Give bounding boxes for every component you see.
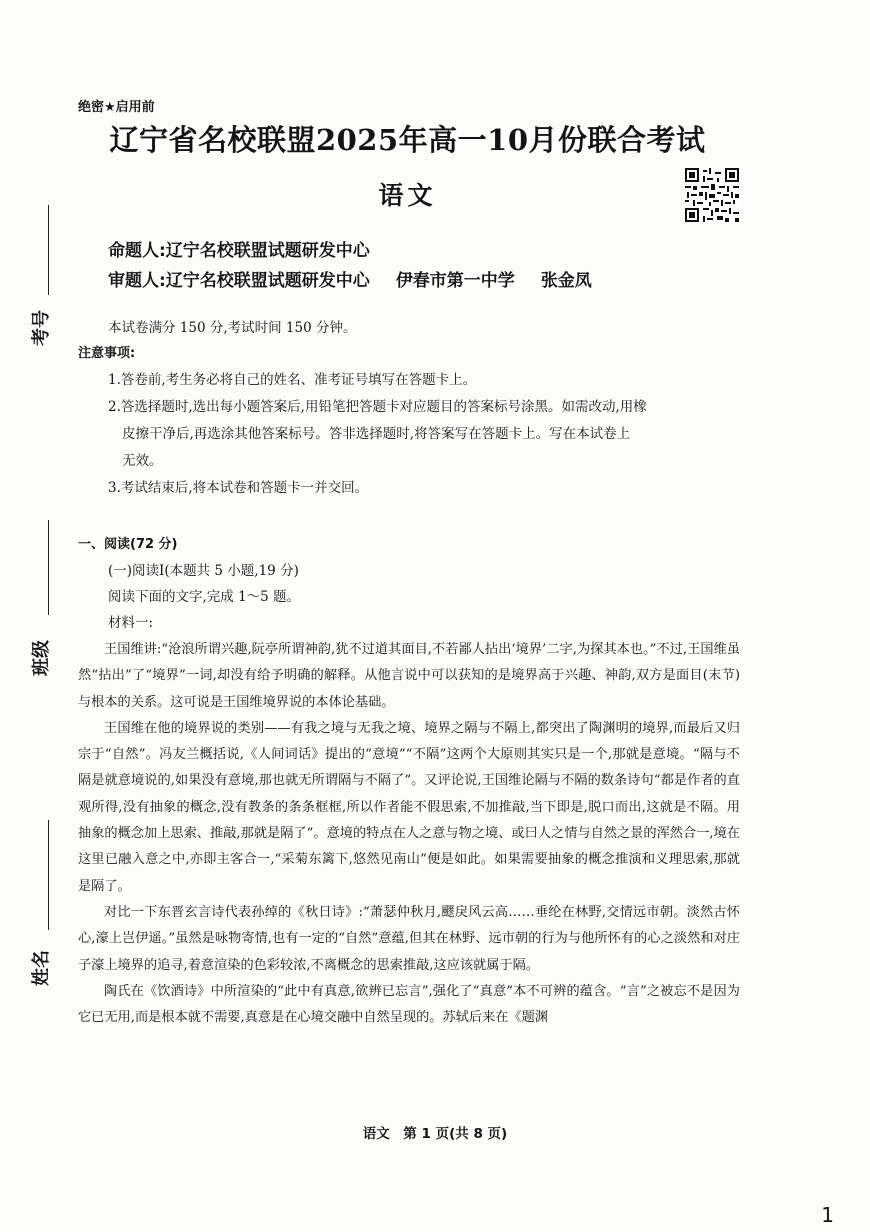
class-line[interactable] — [48, 520, 49, 615]
confidential-mark: 绝密★启用前 — [78, 100, 155, 115]
exam-no-line[interactable] — [48, 205, 49, 295]
subject-title: 语文 — [378, 181, 437, 210]
name-line[interactable] — [48, 820, 49, 930]
reviewer-org: 审题人:辽宁名校联盟试题研发中心 — [108, 271, 370, 291]
qr-code-icon[interactable] — [685, 168, 739, 222]
passage-paragraph: 陶氏在《饮酒诗》中所渲染的“此中有真意,欲辨已忘言”,强化了“真意”本不可辨的蕴含。“言”之被忘不是因为它已无用,而是根本就不需要,真意是在心境交融中自然呈现的。苏轼后来在《题渊 — [78, 983, 740, 1026]
passage-paragraph: 对比一下东晋玄言诗代表孙绰的《秋日诗》:“萧瑟仲秋月,飂戾风云高……垂纶在林野,交情远市朝。淡然古怀心,濠上岂伊遥。”虽然是咏物寄情,也有一定的“自然”意蕴,但其在林野、远市朝的行为与他所怀有的心之淡然和对庄子濠上境界的追寻,着意渲染的色彩较浓,不离概念的思索推敲,这应该就属于隔。 — [78, 904, 740, 973]
exam-no-label: 考号 — [31, 310, 52, 346]
passage-paragraph: 王国维讲:“沧浪所谓兴趣,阮亭所谓神韵,犹不过道其面目,不若鄙人拈出‘境界’二字,为探其本也。”不过,王国维虽然“拈出”了“境界”一词,却没有给予明确的解释。从他言说中可以获知的是境界高于兴趣、神韵,双方是面目(末节)与根本的关系。这可说是王国维境界说的本体论基础。 — [78, 642, 740, 710]
reviewer-line — [108, 266, 618, 291]
reviewer-school: 伊春市第一中学 — [395, 271, 515, 291]
exam-info: 本试卷满分 150 分,考试时间 150 分钟。 — [108, 320, 357, 336]
notice-item: 1.答卷前,考生务必将自己的姓名、准考证号填写在答题卡上。 — [108, 372, 477, 388]
class-label: 班级 — [31, 640, 52, 676]
name-label: 姓名 — [31, 950, 52, 986]
reading-passage — [78, 637, 740, 1031]
page-footer: 语文 第 1 页(共 8 页) — [362, 1126, 508, 1142]
notice-item: 无效。 — [122, 453, 163, 469]
author-line: 命题人:辽宁名校联盟试题研发中心 — [108, 241, 370, 261]
page-number: 1 — [821, 1203, 834, 1227]
exam-title: 辽宁省名校联盟2025年高一10月份联合考试 — [109, 123, 706, 157]
instruction: 阅读下面的文字,完成 1～5 题。 — [108, 589, 301, 605]
notice-item: 3.考试结束后,将本试卷和答题卡一并交回。 — [108, 480, 369, 496]
passage-paragraph: 王国维在他的境界说的类别——有我之境与无我之境、境界之隔与不隔上,都突出了陶渊明的境界,而最后又归宗于“自然”。冯友兰概括说,《人间词话》提出的“意境”“不隔”这两个大原则其实只是一个,那就是意境。“隔与不隔是就意境说的,如果没有意境,那也就无所谓隔与不隔了”。又评论说,王国维论隔与不隔的数条诗句“都是作者的直观所得,没有抽象的概念,没有教条的条条框框,所以作者能不假思索,不加推敲,当下即是,脱口而出,这就是不隔。用抽象的概念加上思索、推敲,那就是隔了”。意境的特点在人之意与物之境、或曰人之情与自然之景的浑然合一,境在这里已融入意之中,亦即主客合一,“采菊东篱下,悠然见南山”便是如此。如果需要抽象的概念推演和义理思索,那就是隔了。 — [78, 720, 740, 894]
notice-title: 注意事项: — [78, 346, 136, 361]
reviewer-name: 张金凤 — [540, 271, 592, 291]
section-heading: 一、阅读(72 分) — [78, 537, 178, 552]
subsection-heading: (一)阅读Ⅰ(本题共 5 小题,19 分) — [108, 563, 299, 579]
notice-item: 2.答选择题时,选出每小题答案后,用铅笔把答题卡对应题目的答案标号涂黑。如需改动,用橡 — [108, 399, 647, 415]
notice-item: 皮擦干净后,再选涂其他答案标号。答非选择题时,将答案写在答题卡上。写在本试卷上 — [122, 426, 631, 442]
material-label: 材料一: — [108, 615, 154, 631]
